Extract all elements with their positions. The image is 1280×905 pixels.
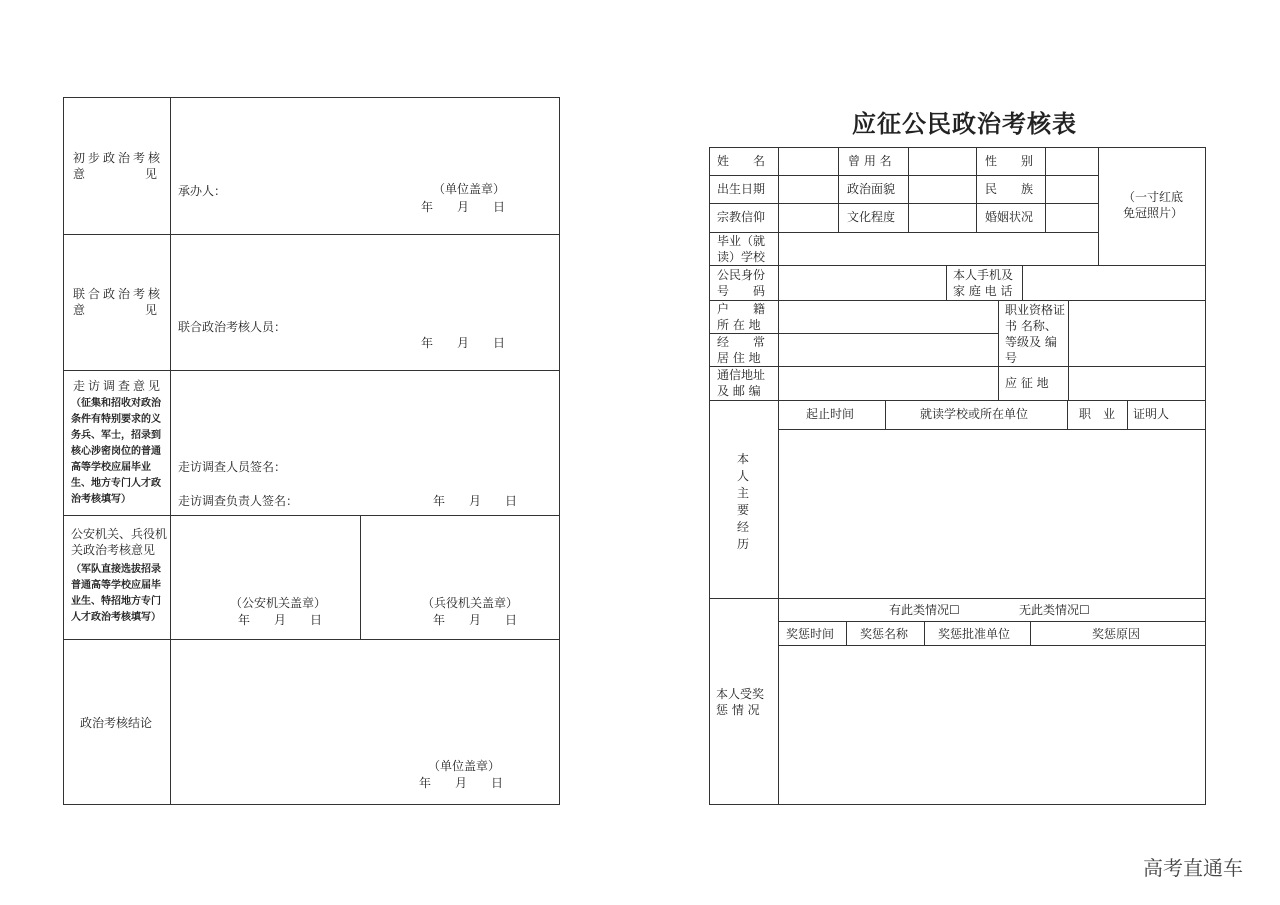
unit-seal: （单位盖章） (428, 759, 501, 773)
visitor-sign-label: 走访调查人员签名： (178, 460, 287, 474)
marital-label: 婚姻状况 (985, 210, 1034, 224)
religion-label: 宗教信仰 (717, 210, 766, 224)
initial-review-label: 初步政治考核 (73, 151, 164, 165)
joint-review-label-2: 意 见 (73, 303, 158, 317)
reward-col-time: 奖惩时间 (786, 627, 835, 641)
visit-survey-label: 走访调查意见 (73, 379, 164, 393)
exp-col-period: 起止时间 (806, 407, 855, 421)
political-label: 政治面貌 (847, 182, 896, 196)
form-title: 应征公民政治考核表 (852, 109, 1077, 138)
visit-survey-note: （征集和招收对政治条件有特别要求的义务兵、军士，招录到核心涉密岗位的普通高等学校应届毕业生、地方专门人才政治考核填写） (71, 398, 161, 505)
phone-label: 本人手机及家 庭 电 话 (953, 268, 1014, 298)
former-name-label: 曾 用 名 (848, 154, 892, 168)
date-line: 年 月 日 (419, 776, 504, 790)
gender-label: 性 别 (985, 154, 1034, 168)
date-line: 年 月 日 (421, 200, 506, 214)
exp-col-witness: 证明人 (1133, 407, 1170, 421)
date-line: 年 月 日 (421, 336, 506, 350)
school-label: 毕业（就读）学校 (717, 234, 766, 264)
joint-reviewer-label: 联合政治考核人员： (178, 320, 287, 334)
reward-col-name: 奖惩名称 (860, 627, 909, 641)
name-label: 姓 名 (717, 154, 766, 168)
photo-placeholder: （一寸红底免冠照片） (1122, 190, 1183, 220)
enlist-place-label: 应 征 地 (1005, 376, 1049, 390)
has-case-checkbox[interactable]: 有此类情况☐ (889, 603, 960, 617)
hukou-label: 户 籍所 在 地 (717, 302, 766, 332)
experience-label: 本人主要经历 (737, 452, 750, 551)
ethnicity-label: 民 族 (985, 182, 1034, 196)
cert-label: 职业资格证 书 名称、等级及 编 号 (1005, 303, 1066, 365)
no-case-checkbox[interactable]: 无此类情况☐ (1019, 603, 1090, 617)
police-military-note: （军队直接选拔招录普通高等学校应届毕业生、特招地方专门人才政治考核填写） (71, 564, 161, 623)
exp-col-school: 就读学校或所在单位 (920, 407, 1029, 421)
id-label: 公民身份号 码 (717, 268, 766, 298)
date-line: 年 月 日 (433, 494, 518, 508)
police-seal: （公安机关盖章） (230, 596, 327, 610)
reward-label: 本人受奖惩 情 况 (716, 687, 765, 717)
date-line: 年 月 日 (238, 613, 323, 627)
visit-lead-sign-label: 走访调查负责人签名： (178, 494, 299, 508)
reward-col-reason: 奖惩原因 (1092, 627, 1141, 641)
handler-label: 承办人： (178, 184, 227, 198)
conclusion-label: 政治考核结论 (80, 716, 153, 730)
unit-seal: （单位盖章） (433, 182, 506, 196)
birth-label: 出生日期 (717, 182, 766, 196)
military-seal: （兵役机关盖章） (422, 596, 519, 610)
address-label: 通信地址及 邮 编 (717, 368, 766, 398)
watermark-logo: 高考直通车 (1143, 856, 1243, 880)
right-form (709, 147, 1206, 805)
initial-review-label-2: 意 见 (73, 167, 158, 181)
police-military-label: 公安机关、兵役机关政治考核意见 (71, 527, 168, 557)
date-line: 年 月 日 (433, 613, 518, 627)
residence-label: 经 常居 住 地 (717, 335, 766, 365)
reward-col-unit: 奖惩批准单位 (938, 627, 1011, 641)
education-label: 文化程度 (847, 210, 896, 224)
joint-review-label: 联合政治考核 (73, 287, 164, 301)
exp-col-job: 职 业 (1079, 407, 1116, 421)
